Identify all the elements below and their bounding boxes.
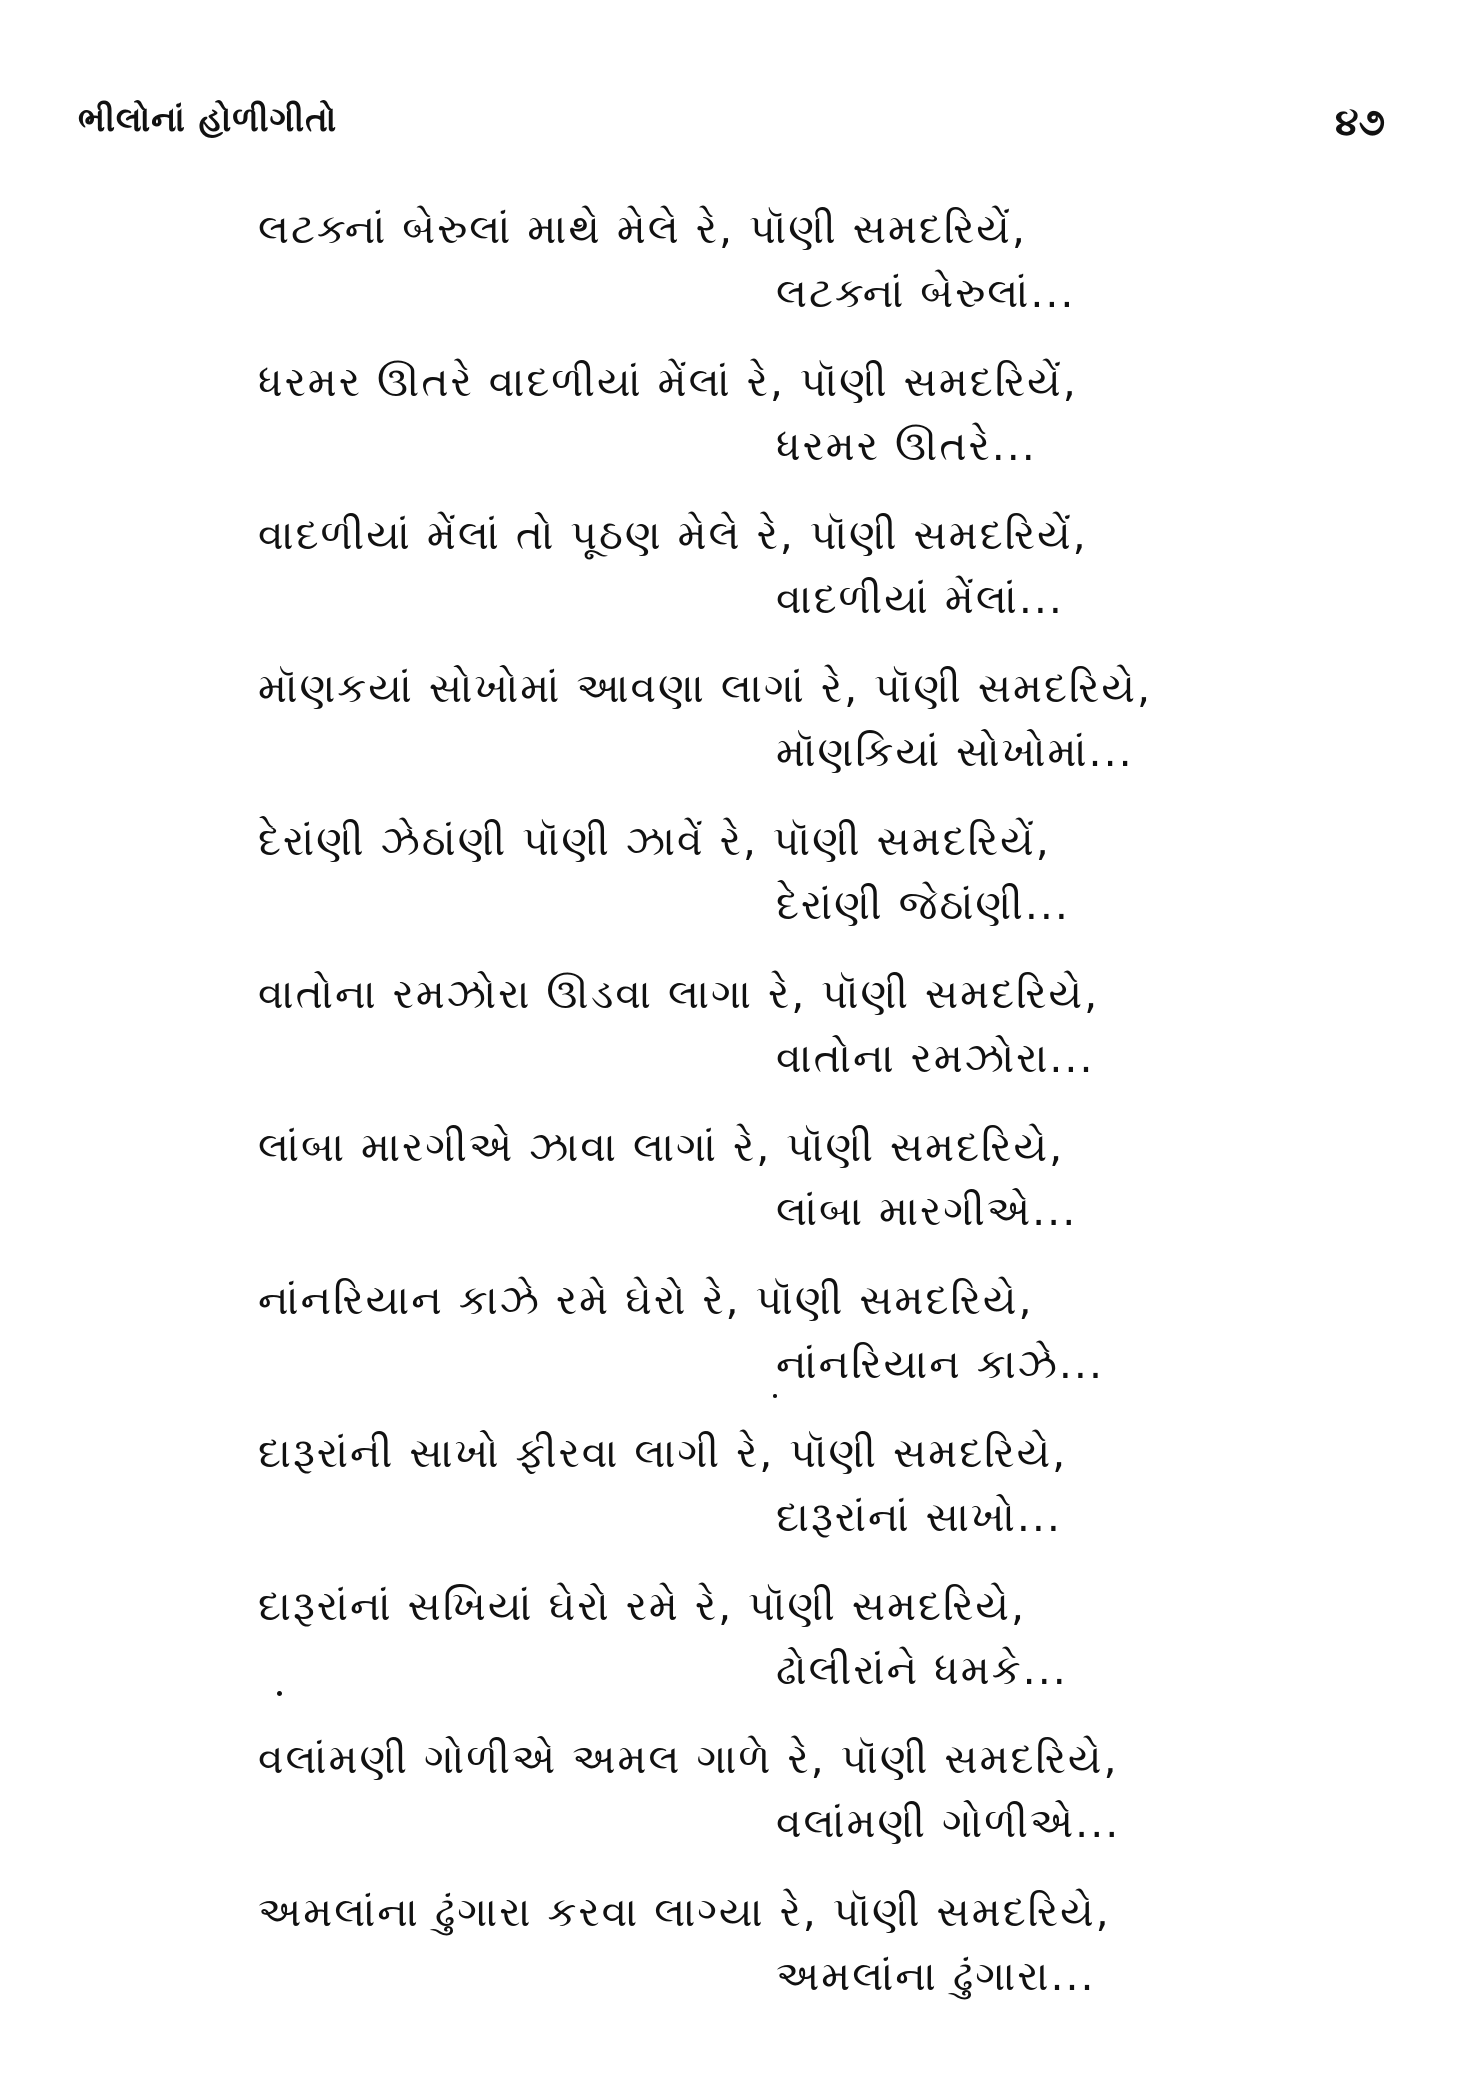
verse-line: ધરમર ઊતરે વાદળીયાં મેંલાં રે, પૉણી સમદરિયેં, (258, 358, 1078, 406)
running-header-title: ભીલોનાં હોળીગીતો (78, 100, 338, 140)
verse-line: નાંનરિયાન કાઝે રમે ઘેરો રે, પૉણી સમદરિયે, (258, 1276, 1034, 1324)
verse (0, 1123, 1470, 1276)
verse-refrain: વાદળીયાં મેંલાં... (776, 575, 1064, 623)
verse-line: દારૂરાંનાં સખિયાં ઘેરો રમે રે, પૉણી સમદરિયે, (258, 1582, 1027, 1630)
verse (0, 1735, 1470, 1888)
verse (0, 817, 1470, 970)
verse-refrain: દેરાંણી જેઠાંણી... (776, 881, 1070, 929)
scan-speck (773, 1394, 777, 1398)
verse-refrain: નાંનરિયાન કાઝે... (776, 1340, 1105, 1388)
verse-refrain: વલાંમણી ગોળીએ... (776, 1799, 1121, 1847)
verse-refrain: મૉણકિયાં સોખોમાં... (776, 728, 1134, 776)
verse (0, 1582, 1470, 1735)
verse (0, 1429, 1470, 1582)
verse-refrain: અમલાંના ઢુંગારા... (776, 1952, 1096, 2000)
verse-line: લાંબા મારગીએ ઝાવા લાગાં રે, પૉણી સમદરિયે, (258, 1123, 1065, 1171)
verse-line: વાતોના રમઝોરા ઊડવા લાગા રે, પૉણી સમદરિયે, (258, 970, 1100, 1018)
song-verses (0, 205, 1470, 2041)
verse-line: અમલાંના ઢુંગારા કરવા લાગ્યા રે, પૉણી સમદરિયે, (258, 1888, 1111, 1936)
verse-refrain: લાંબા મારગીએ... (776, 1187, 1078, 1235)
verse-line: મૉણકયાં સોખોમાં આવણા લાગાં રે, પૉણી સમદરિયે, (258, 664, 1152, 712)
verse-line: વાદળીયાં મેંલાં તો પૂઠણ મેલે રે, પૉણી સમદરિયેં, (258, 511, 1088, 559)
verse (0, 205, 1470, 358)
page-number: ૪૭ (1335, 100, 1385, 144)
verse-refrain: વાતોના રમઝોરા... (776, 1034, 1095, 1082)
scan-speck (277, 1691, 282, 1696)
verse (0, 358, 1470, 511)
verse (0, 664, 1470, 817)
verse (0, 1888, 1470, 2041)
verse-line: વલાંમણી ગોળીએ અમલ ગાળે રે, પૉણી સમદરિયે, (258, 1735, 1119, 1783)
verse-refrain: ધરમર ઊતરે... (776, 422, 1037, 470)
verse-line: લટક્નાં બેરુલાં માથે મેલે રે, પૉણી સમદરિયેં, (258, 205, 1027, 253)
verse-refrain: ઢોલીરાંને ધમકે... (776, 1646, 1068, 1694)
verse-refrain: દારૂરાંનાં સાખો... (776, 1493, 1062, 1541)
verse-line: દેરાંણી ઝેઠાંણી પૉણી ઝાવેં રે, પૉણી સમદરિયેં, (258, 817, 1051, 865)
verse (0, 511, 1470, 664)
verse (0, 970, 1470, 1123)
verse-refrain: લટક્નાં બેરુલાં... (776, 269, 1076, 317)
verse (0, 1276, 1470, 1429)
verse-line: દારૂરાંની સાખો ફીરવા લાગી રે, પૉણી સમદરિયે, (258, 1429, 1068, 1477)
